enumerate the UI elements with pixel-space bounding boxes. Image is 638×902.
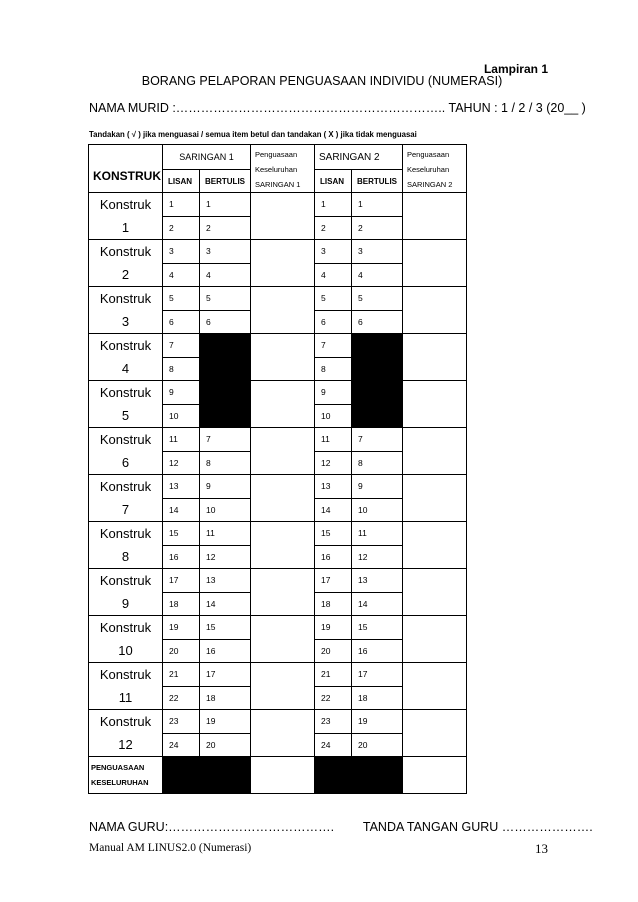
table-row [89,569,467,593]
konstruk-word: Konstruk [99,667,152,682]
form-title: BORANG PELAPORAN PENGUASAAN INDIVIDU (NUMERASI) [141,74,503,88]
penguasaan2-cell[interactable] [403,522,467,569]
lisan1-cell[interactable]: 8 [163,357,200,381]
lisan2-cell[interactable]: 14 [315,498,352,522]
konstruk-label [89,710,163,757]
penguasaan1-line2: Keseluruhan [255,165,298,174]
penguasaan2-cell[interactable] [403,569,467,616]
penguasaan2-cell[interactable] [403,287,467,334]
penguasaan2-header [403,145,467,193]
konstruk-number: 2 [121,267,130,282]
konstruk-number: 12 [118,737,133,752]
penguasaan-keseluruhan-line: KESELURUHAN [91,778,149,787]
total-penguasaan1-cell[interactable] [251,757,315,794]
lisan1-cell[interactable]: 15 [163,522,200,546]
konstruk-label [89,428,163,475]
lisan1-cell[interactable]: 21 [163,663,200,687]
table-row [89,240,467,264]
konstruk-label [89,240,163,287]
konstruk-label [89,287,163,334]
konstruk-word: Konstruk [99,479,152,494]
bertulis2-cell[interactable]: 20 [352,733,403,757]
konstruk-label [89,193,163,240]
penguasaan2-cell[interactable] [403,381,467,428]
bertulis2-cell[interactable]: 12 [352,545,403,569]
penguasaan2-cell[interactable] [403,616,467,663]
bertulis2-cell[interactable]: 10 [352,498,403,522]
lisan1-cell[interactable]: 20 [163,639,200,663]
penguasaan1-cell[interactable] [251,475,315,522]
lisan2-cell[interactable]: 5 [315,287,352,311]
konstruk-number: 10 [118,643,133,658]
table-row [89,710,467,734]
bertulis1-cell[interactable]: 8 [200,451,251,475]
penguasaan2-line1: Penguasaan [407,150,450,159]
lisan1-cell[interactable]: 14 [163,498,200,522]
lisan2-header: LISAN [315,170,352,193]
lisan2-cell[interactable]: 19 [315,616,352,640]
penguasaan1-cell[interactable] [251,663,315,710]
total-lisan1-blocked [163,757,200,794]
konstruk-label [89,522,163,569]
bertulis2-cell[interactable]: 9 [352,475,403,499]
lisan1-cell[interactable]: 13 [163,475,200,499]
konstruk-word: Konstruk [99,714,152,729]
table-row [89,428,467,452]
penguasaan2-line2: Keseluruhan [407,165,450,174]
lisan1-cell[interactable]: 11 [163,428,200,452]
total-bertulis1-blocked [200,757,251,794]
bertulis1-cell[interactable]: 18 [200,686,251,710]
bertulis2-cell[interactable]: 8 [352,451,403,475]
lisan2-cell[interactable]: 18 [315,592,352,616]
penguasaan1-cell[interactable] [251,710,315,757]
penguasaan2-cell[interactable] [403,475,467,522]
student-name-field[interactable]: NAMA MURID :……………………………………………………….. TAHUN : 1 / 2 / 3 (20__ ) [89,101,586,115]
lisan2-cell[interactable]: 13 [315,475,352,499]
konstruk-word: Konstruk [99,197,152,212]
bertulis1-cell[interactable]: 1 [200,193,251,217]
bertulis1-cell[interactable]: 13 [200,569,251,593]
lisan2-cell[interactable]: 20 [315,639,352,663]
konstruk-number: 6 [121,455,130,470]
table-row [89,616,467,640]
assessment-table [88,144,467,794]
lisan1-cell[interactable]: 2 [163,216,200,240]
bertulis2-cell[interactable]: 16 [352,639,403,663]
penguasaan1-cell[interactable] [251,240,315,287]
konstruk-label [89,569,163,616]
penguasaan1-cell[interactable] [251,287,315,334]
penguasaan2-cell[interactable] [403,710,467,757]
penguasaan1-cell[interactable] [251,193,315,240]
manual-footer: Manual AM LINUS2.0 (Numerasi) [89,842,252,854]
konstruk-word: Konstruk [99,432,152,447]
konstruk-label [89,663,163,710]
konstruk-label [89,616,163,663]
penguasaan1-header [251,145,315,193]
lisan1-cell[interactable]: 22 [163,686,200,710]
bertulis2-blocked-cell [352,381,403,405]
konstruk-word: Konstruk [99,385,152,400]
table-row [89,334,467,358]
teacher-signature-field[interactable]: TANDA TANGAN GURU …………………. [362,820,593,834]
bertulis1-cell[interactable]: 17 [200,663,251,687]
konstruk-word: Konstruk [99,620,152,635]
bertulis2-blocked-cell [352,404,403,428]
lisan2-cell[interactable]: 4 [315,263,352,287]
bertulis1-blocked-cell [200,404,251,428]
page-number: 13 [535,841,548,856]
bertulis2-cell[interactable]: 4 [352,263,403,287]
total-penguasaan2-cell[interactable] [403,757,467,794]
lisan2-cell[interactable]: 16 [315,545,352,569]
lisan2-cell[interactable]: 17 [315,569,352,593]
konstruk-word: Konstruk [99,244,152,259]
saringan2-header: SARINGAN 2 [315,145,403,170]
konstruk-header: KONSTRUK [89,145,163,193]
bertulis1-blocked-cell [200,334,251,358]
bertulis2-cell[interactable]: 15 [352,616,403,640]
lisan2-cell[interactable]: 15 [315,522,352,546]
penguasaan1-cell[interactable] [251,616,315,663]
penguasaan1-cell[interactable] [251,381,315,428]
bertulis2-cell[interactable]: 11 [352,522,403,546]
bertulis1-cell[interactable]: 6 [200,310,251,334]
table-row [89,475,467,499]
bertulis2-cell[interactable]: 1 [352,193,403,217]
lisan1-cell[interactable]: 24 [163,733,200,757]
bertulis1-cell[interactable]: 3 [200,240,251,264]
lisan1-cell[interactable]: 3 [163,240,200,264]
table-row [89,287,467,311]
bertulis1-cell[interactable]: 10 [200,498,251,522]
konstruk-label [89,334,163,381]
bertulis1-cell[interactable]: 2 [200,216,251,240]
bertulis1-cell[interactable]: 4 [200,263,251,287]
konstruk-number: 9 [121,596,130,611]
bertulis2-blocked-cell [352,334,403,358]
bertulis1-cell[interactable]: 5 [200,287,251,311]
konstruk-number: 7 [121,502,130,517]
penguasaan2-cell[interactable] [403,240,467,287]
lisan1-cell[interactable]: 9 [163,381,200,405]
konstruk-word: Konstruk [99,291,152,306]
lisan1-cell[interactable]: 7 [163,334,200,358]
lisan1-cell[interactable]: 16 [163,545,200,569]
penguasaan2-cell[interactable] [403,663,467,710]
table-row-total [89,757,467,794]
lisan2-cell[interactable]: 22 [315,686,352,710]
konstruk-number: 8 [121,549,130,564]
lisan2-cell[interactable]: 3 [315,240,352,264]
lisan1-cell[interactable]: 12 [163,451,200,475]
penguasaan2-cell[interactable] [403,334,467,381]
penguasaan1-cell[interactable] [251,569,315,616]
bertulis1-blocked-cell [200,381,251,405]
total-bertulis2-blocked [352,757,403,794]
penguasaan1-cell[interactable] [251,428,315,475]
teacher-name-field[interactable]: NAMA GURU:…………………………………. [89,820,335,834]
penguasaan-keseluruhan-line: PENGUASAAN [91,763,145,772]
total-lisan2-blocked [315,757,352,794]
bertulis2-cell[interactable]: 5 [352,287,403,311]
bertulis2-cell[interactable]: 13 [352,569,403,593]
konstruk-number: 3 [121,314,130,329]
konstruk-number: 5 [121,408,130,423]
bertulis1-cell[interactable]: 12 [200,545,251,569]
bertulis1-blocked-cell [200,357,251,381]
lisan1-cell[interactable]: 4 [163,263,200,287]
lisan2-cell[interactable]: 9 [315,381,352,405]
lisan1-cell[interactable]: 19 [163,616,200,640]
lisan1-header: LISAN [163,170,200,193]
lisan1-cell[interactable]: 1 [163,193,200,217]
teacher-footer [89,820,593,834]
penguasaan1-line3: SARINGAN 1 [255,180,301,189]
bertulis1-header: BERTULIS [200,170,251,193]
bertulis2-header: BERTULIS [352,170,403,193]
lisan2-cell[interactable]: 6 [315,310,352,334]
penguasaan2-line3: SARINGAN 2 [407,180,453,189]
bertulis1-cell[interactable]: 16 [200,639,251,663]
lisan2-cell[interactable]: 24 [315,733,352,757]
lisan2-cell[interactable]: 8 [315,357,352,381]
bertulis2-cell[interactable]: 7 [352,428,403,452]
lisan1-cell[interactable]: 6 [163,310,200,334]
bertulis2-cell[interactable]: 3 [352,240,403,264]
lisan2-cell[interactable]: 12 [315,451,352,475]
konstruk-number: 4 [121,361,130,376]
bertulis1-cell[interactable]: 11 [200,522,251,546]
appendix-label: Lampiran 1 [483,62,548,76]
penguasaan1-cell[interactable] [251,334,315,381]
table-row [89,663,467,687]
lisan2-cell[interactable]: 2 [315,216,352,240]
lisan2-cell[interactable]: 10 [315,404,352,428]
bertulis1-cell[interactable]: 14 [200,592,251,616]
bertulis1-cell[interactable]: 19 [200,710,251,734]
instruction-text: Tandakan ( √ ) jika menguasai / semua item betul dan tandakan ( X ) jika tidak menguasai [89,130,417,139]
lisan2-cell[interactable]: 1 [315,193,352,217]
lisan1-cell[interactable]: 17 [163,569,200,593]
konstruk-label [89,475,163,522]
konstruk-number: 1 [121,220,130,235]
konstruk-word: Konstruk [99,573,152,588]
bertulis2-cell[interactable]: 19 [352,710,403,734]
penguasaan2-cell[interactable] [403,428,467,475]
lisan1-cell[interactable]: 23 [163,710,200,734]
bertulis1-cell[interactable]: 20 [200,733,251,757]
penguasaan-keseluruhan-label [89,757,163,794]
bertulis2-blocked-cell [352,357,403,381]
bertulis1-cell[interactable]: 7 [200,428,251,452]
saringan1-header: SARINGAN 1 [163,145,251,170]
table-row [89,193,467,217]
lisan2-cell[interactable]: 23 [315,710,352,734]
bertulis2-cell[interactable]: 18 [352,686,403,710]
konstruk-word: Konstruk [99,526,152,541]
table-row [89,381,467,405]
lisan2-cell[interactable]: 11 [315,428,352,452]
lisan1-cell[interactable]: 10 [163,404,200,428]
bertulis2-cell[interactable]: 17 [352,663,403,687]
bertulis2-cell[interactable]: 2 [352,216,403,240]
lisan1-cell[interactable]: 18 [163,592,200,616]
konstruk-label [89,381,163,428]
lisan2-cell[interactable]: 21 [315,663,352,687]
bertulis2-cell[interactable]: 14 [352,592,403,616]
penguasaan1-cell[interactable] [251,522,315,569]
bertulis1-cell[interactable]: 9 [200,475,251,499]
penguasaan1-line1: Penguasaan [255,150,298,159]
konstruk-word: Konstruk [99,338,152,353]
konstruk-number: 11 [118,690,133,705]
bertulis1-cell[interactable]: 15 [200,616,251,640]
lisan2-cell[interactable]: 7 [315,334,352,358]
penguasaan2-cell[interactable] [403,193,467,240]
table-row [89,522,467,546]
lisan1-cell[interactable]: 5 [163,287,200,311]
bertulis2-cell[interactable]: 6 [352,310,403,334]
